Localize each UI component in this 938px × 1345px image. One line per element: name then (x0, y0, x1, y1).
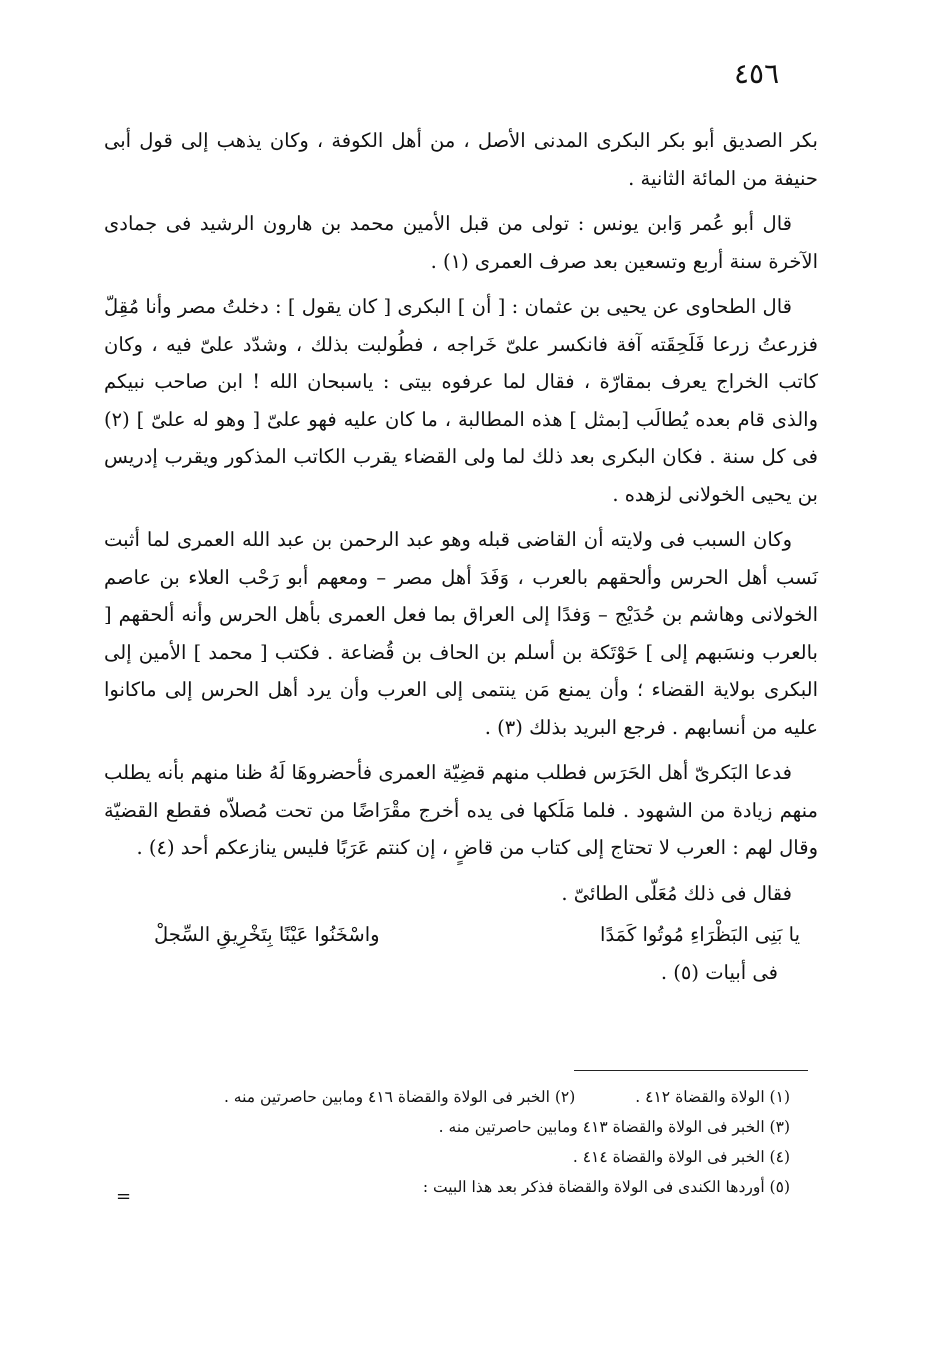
footnote-separator (574, 1070, 808, 1071)
paragraph: وكان السبب فى ولايته أن القاضى قبله وهو عبد الرحمن بن عبد الله العمرى لما أثبت نَسب أهل الحرس وألحقهم بالعرب ، وَفَدَ أهل مصر – ومعهم أبو رَحْب العلاء بن عاصم الخولانى وهاشم بن حُدَيْج – وَفدًا إلى العراق بما فعل العمرى بأهل الحرس وأنه ألحقهم [ بالعرب ونسَبهم إلى ] حَوْتَكة بن أسلم بن الحاف بن قُضاعة . فكتب [ محمد ] الأمين إلى البكرى بولاية القضاء ؛ وأن يمنع مَن ينتمى إلى العرب وأن يرد أهل الحرس إلى ماكانوا عليه من أنسابهم . فرجع البريد بذلك (٣) . (104, 528, 818, 739)
page-number: ٤٥٦ (734, 57, 780, 90)
footnotes (104, 1082, 818, 1202)
paragraph: فدعا البَكرىّ أهل الحَرَس فطلب منهم قضِيّة العمرى فأحضروهَا لَهُ ظنا منهم بأنه يطلب منهم زيادة من الشهود . فلما مَلَكها فى يده أخرج مقْرَاضًا من تحت مُصلاّه فقطع القضيّة وقال لهم : العرب لا تحتاج إلى كتاب من قاضٍ ، إن كنتم عَرَبًا فليس ينازعكم أحد (٤) . (104, 761, 818, 859)
poetry-verse (104, 916, 818, 954)
footnote-4: (٤) الخبر فى الولاة والقضاة ٤١٤ . (572, 1148, 790, 1166)
footnote-row (104, 1082, 818, 1112)
footnote-5: (٥) أوردها الكندى فى الولاة والقضاة فذكر بعد هذا البيت : (422, 1178, 790, 1196)
paragraph: قال الطحاوى عن يحيى بن عثمان : [ أن ] البكرى [ كان يقول ] : دخلتُ مصر وأنا مُقِلّ فزرعتُ زرعا فَلَحِقَته آفة فانكسر علىّ خَراجه ، فطُولبت بذلك ، وشدّد علىّ فيه ، وكان كاتب الخراج يعرف بمقارّة ، فقال لما عرفوه بيتى : ياسبحان الله ! ابن صاحب نبيكم والذى قام بعده يُطالَب [بمثل ] هذه المطالبة ، ما كان عليه فهو علىّ [ وهو له علىّ ] (٢) فى كل سنة . فكان البكرى بعد ذلك لما ولى القضاء يقرب الكاتب المذكور ويقرب إدريس بن يحيى الخولانى لزهده . (104, 295, 818, 506)
verse-intro: فقال فى ذلك مُعَلّى الطائىّ . (561, 881, 792, 905)
body-text (104, 122, 818, 991)
footnote-2: (٢) الخبر فى الولاة والقضاة ٤١٦ ومابين حاصرتين منه . (223, 1088, 576, 1106)
paragraph: بكر الصديق أبو بكر البكرى المدنى الأصل ، من أهل الكوفة ، وكان يذهب إلى قول أبى حنيفة من المائة الثانية . (104, 129, 818, 190)
verse-first-hemistich: يا بَنِى البَظْرَاءِ مُوتُوا كَمَدًا (600, 923, 800, 946)
verse-second-hemistich: واسْخَنُوا عَيْنًا بِتَخْرِيقِ السِّجلْ (154, 923, 380, 946)
verse-tail: فى أبيات (٥) . (660, 960, 778, 984)
footnote-3: (٣) الخبر فى الولاة والقضاة ٤١٣ ومابين حاصرتين منه . (438, 1118, 790, 1136)
paragraph: قال أبو عُمر وَابن يونس : تولى من قبل الأمين محمد بن هارون الرشيد فى جمادى الآخرة سنة أربع وتسعين بعد صرف العمرى (١) . (104, 212, 818, 273)
footnote-1: (١) الولاة والقضاة ٤١٢ . (635, 1088, 790, 1106)
continuation-mark: = (116, 1186, 132, 1207)
